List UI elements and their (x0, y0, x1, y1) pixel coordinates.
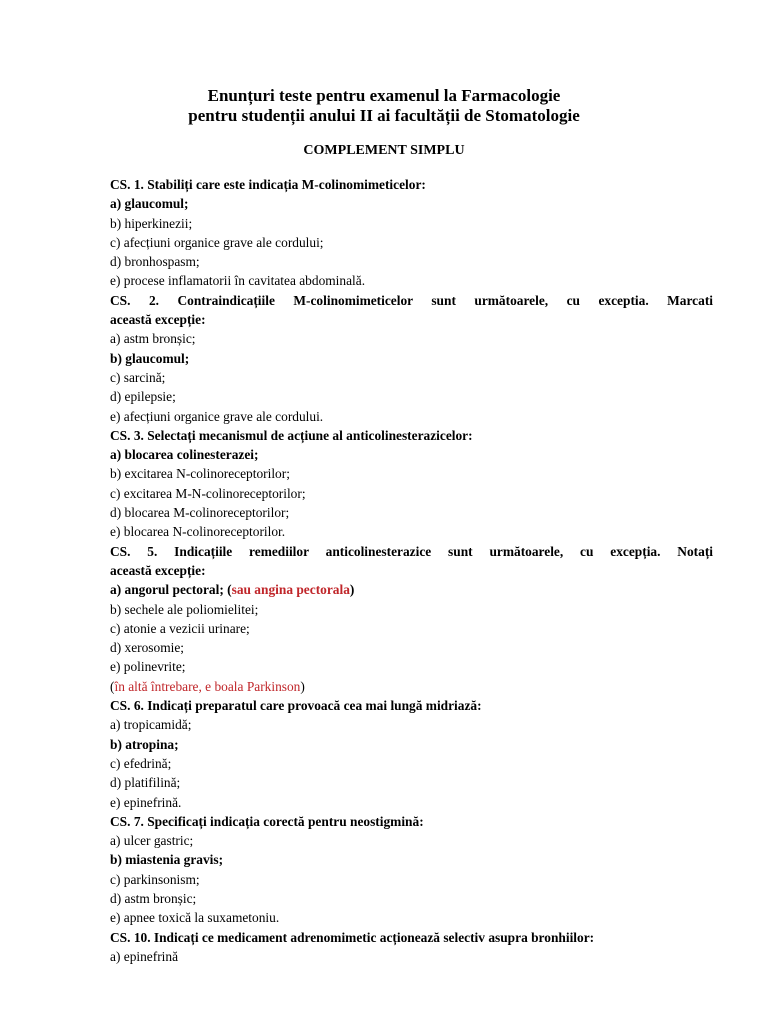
answer-cs5-a-close: ) (349, 582, 355, 598)
answer-cs5-c: c) atonie a vezicii urinare; (110, 620, 250, 636)
question-cs10: CS. 10. Indicați ce medicament adrenomimetic acționează selectiv asupra bronhiilor: (110, 929, 595, 945)
question-cs6: CS. 6. Indicați preparatul care provoacă cea mai lungă midriază: (110, 698, 482, 714)
answer-cs5-a-text: a) angorul pectoral; ( (110, 582, 232, 598)
section-heading: COMPLEMENT SIMPLU (303, 143, 465, 158)
answer-cs2-e: e) afecțiuni organice grave ale cordului. (110, 408, 324, 424)
question-cs1: CS. 1. Stabiliți care este indicația M-colinomimeticelor: (110, 177, 426, 192)
answer-cs5-d: d) xerosomie; (110, 640, 185, 656)
answer-cs6-c: c) efedrină; (110, 755, 172, 771)
answer-cs2-c: c) sarcină; (110, 369, 166, 385)
answer-cs2-a: a) astm bronșic; (110, 331, 196, 347)
answer-cs2-b: b) glaucomul; (110, 350, 190, 366)
answer-cs5-a (110, 580, 713, 599)
answer-cs2-d: d) epilepsie; (110, 389, 176, 405)
answer-cs6-d: d) platifilină; (110, 775, 181, 791)
question-cs5-line-1: CS. 5. Indicațiile remediilor anticolinesterazice sunt următoarele, cu excepția. Notați (110, 543, 713, 559)
answer-cs7-d: d) astm bronșic; (110, 890, 197, 906)
answer-cs6-a: a) tropicamidă; (110, 717, 192, 733)
question-cs7: CS. 7. Specificați indicația corectă pentru neostigmină: (110, 813, 424, 829)
answer-cs3-b: b) excitarea N-colinoreceptorilor; (110, 466, 290, 482)
answer-cs6-b: b) atropina; (110, 736, 179, 752)
answer-cs3-d: d) blocarea M-colinoreceptorilor; (110, 505, 290, 521)
note-cs5-close: ) (300, 678, 305, 694)
answer-cs5-b: b) sechele ale poliomielitei; (110, 601, 259, 617)
answer-cs5-a-note: sau angina pectorala (231, 582, 350, 598)
answer-cs7-c: c) parkinsonism; (110, 871, 200, 887)
note-cs5 (110, 677, 713, 696)
question-cs2-line-1: CS. 2. Contraindicațiile M-colinomimeticelor sunt următoarele, cu exceptia. Marcati (110, 292, 713, 308)
answer-cs6-e: e) epinefrină. (110, 794, 182, 810)
document-title-line-1: Enunțuri teste pentru examenul la Farmacologie (207, 86, 561, 105)
answer-cs3-e: e) blocarea N-colinoreceptorilor. (110, 524, 286, 540)
question-cs5-line-2: această excepție: (110, 562, 206, 578)
answer-cs7-a: a) ulcer gastric; (110, 833, 194, 849)
answer-cs1-e: e) procese inflamatorii în cavitatea abdominală. (110, 273, 366, 289)
answer-cs1-c: c) afecțiuni organice grave ale cordului; (110, 234, 324, 250)
answer-cs1-a: a) glaucomul; (110, 196, 189, 212)
answer-cs5-e: e) polinevrite; (110, 659, 186, 675)
document-title-line-2: pentru studenții anului II ai facultății de Stomatologie (188, 106, 580, 125)
note-cs5-text: în altă întrebare, e boala Parkinson (114, 678, 301, 694)
answer-cs1-b: b) hiperkinezii; (110, 215, 193, 231)
answer-cs7-b: b) miastenia gravis; (110, 852, 224, 868)
answer-cs3-a: a) blocarea colinesterazei; (110, 447, 259, 463)
answer-cs3-c: c) excitarea M-N-colinoreceptorilor; (110, 485, 306, 501)
answer-cs7-e: e) apnee toxică la suxametoniu. (110, 910, 280, 926)
question-cs3: CS. 3. Selectați mecanismul de acțiune al anticolinesterazicelor: (110, 427, 473, 443)
question-cs2-line-2: această excepție: (110, 312, 206, 328)
note-cs5-open: ( (110, 678, 115, 694)
test-questions (110, 175, 713, 966)
answer-cs10-a: a) epinefrină (110, 948, 179, 964)
answer-cs1-d: d) bronhospasm; (110, 254, 200, 270)
